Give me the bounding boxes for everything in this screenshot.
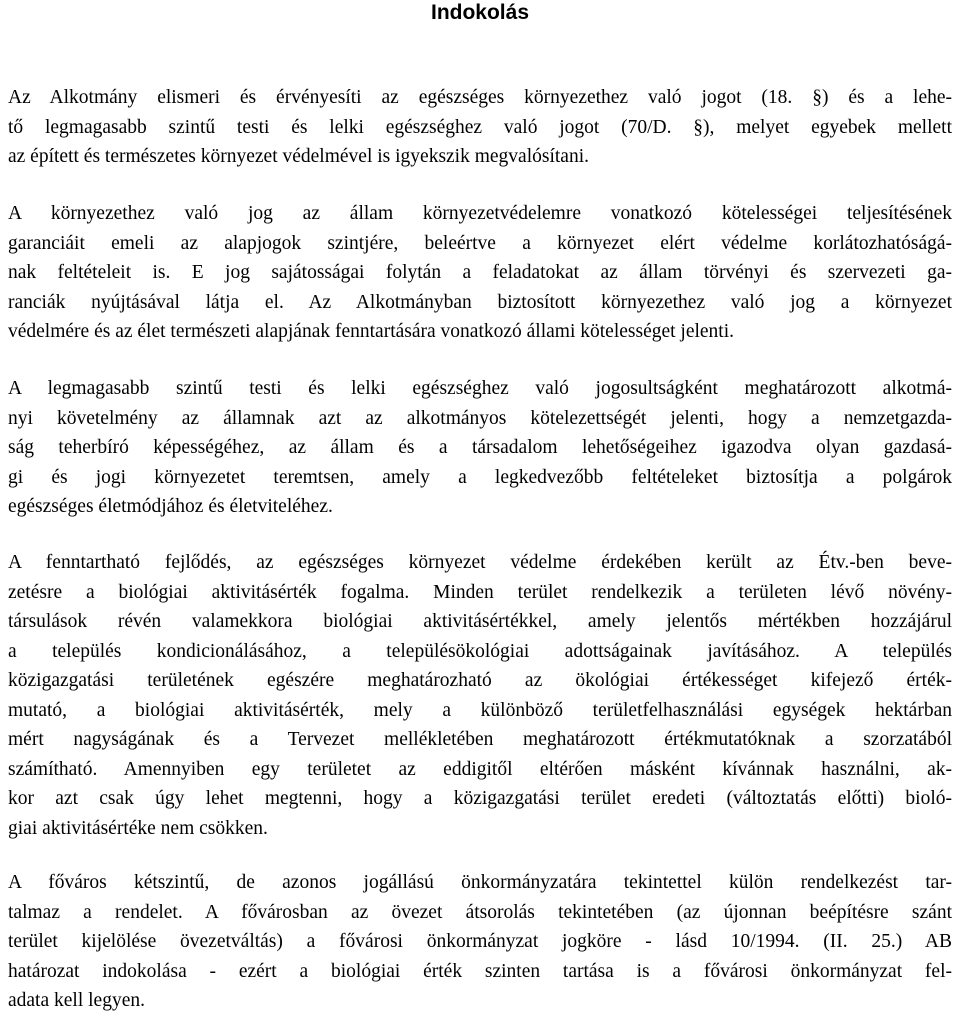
paragraph-line: az épített és természetes környezet védelmével is igyekszik megvalósítani. [8,146,589,167]
paragraph-line: nak feltételeit is. E jog sajátosságai folytán a feladatokat az állam törvényi és szervezeti ga- [8,262,952,283]
paragraph-line: határozat indokolása - ezért a biológiai érték szinten tartása is a fővárosi önkormányzat fel- [8,960,952,982]
paragraph-line: A környezethez való jog az állam környezetvédelemre vonatkozó kötelességei teljesítésének [8,203,952,224]
paragraph-5 [8,868,952,1016]
paragraph-line: a település kondicionálásához, a településökológiai adottságainak javításához. A település [8,640,952,662]
paragraph-line: Az Alkotmány elismeri és érvényesíti az egészséges környezethez való jogot (18. §) és a lehe- [8,87,952,108]
paragraph-line: társulások révén valamekkora biológiai aktivitásértékkel, amely jelentős mértékben hozzájárul [8,611,952,632]
paragraph-line: ranciák nyújtásával látja el. Az Alkotmányban biztosított környezethez való jog a környezet [8,291,952,313]
paragraph-4 [8,548,952,843]
paragraph-3 [8,374,952,522]
paragraph-line: gi és jogi környezetet teremtsen, amely a legkedvezőbb feltételeket biztosítja a polgárok [8,466,952,488]
paragraph-line: terület kijelölése övezetváltás) a fővárosi önkormányzat jogköre - lásd 10/1994. (II. 25.) AB [8,931,952,952]
paragraph-line: tő legmagasabb szintű testi és lelki egészséghez való jogot (70/D. §), melyet egyebek mellett [8,116,952,138]
document-title: Indokolás [430,1,530,24]
paragraph-1 [8,83,952,172]
paragraph-line: egészséges életmódjához és életviteléhez. [8,496,333,517]
paragraph-line: A főváros kétszintű, de azonos jogállású önkormányzatára tekintettel külön rendelkezést tar- [8,872,952,893]
paragraph-line: közigazgatási területének egészére meghatározható az ökológiai értékességet kifejező érték- [8,670,952,691]
paragraph-line: zetésre a biológiai aktivitásérték fogalma. Minden terület rendelkezik a területen lévő növény- [8,581,952,603]
paragraph-line: A legmagasabb szintű testi és lelki egészséghez való jogosultságként meghatározott alkotmá- [8,378,952,399]
paragraph-line: védelmére és az élet természeti alapjának fenntartására vonatkozó állami kötelességet jelenti. [8,321,735,342]
paragraph-line: adata kell legyen. [8,990,145,1011]
paragraph-line: A fenntartható fejlődés, az egészséges környezet védelme érdekében került az Étv.-ben beve- [8,552,952,573]
paragraph-line: kor azt csak úgy lehet megtenni, hogy a közigazgatási terület eredeti (változtatás előtti) bioló- [8,788,952,809]
paragraph-line: ság teherbíró képességéhez, az állam és a társadalom lehetőségeihez igazodva olyan gazdasá- [8,437,952,458]
paragraph-line: mutató, a biológiai aktivitásérték, mely a különböző területfelhasználási egységek hektárban [8,699,952,721]
paragraph-line: mért nagyságának és a Tervezet mellékletében meghatározott értékmutatóknak a szorzatából [8,729,952,750]
paragraph-line: garanciáit emeli az alapjogok szintjére, beleértve a környezet elért védelme korlátozhatóságá- [8,232,952,254]
paragraph-line: talmaz a rendelet. A fővárosban az övezet átsorolás tekintetében (az újonnan beépítésre szánt [8,901,952,923]
paragraph-line: giai aktivitásértéke nem csökken. [8,817,268,839]
paragraph-line: nyi követelmény az államnak azt az alkotmányos kötelezettségét jelenti, hogy a nemzetgazda- [8,407,952,429]
paragraph-line: számítható. Amennyiben egy területet az eddigitől eltérően másként kívánnak használni, ak- [8,758,952,780]
paragraph-2 [8,199,952,347]
document-page [8,0,952,1011]
